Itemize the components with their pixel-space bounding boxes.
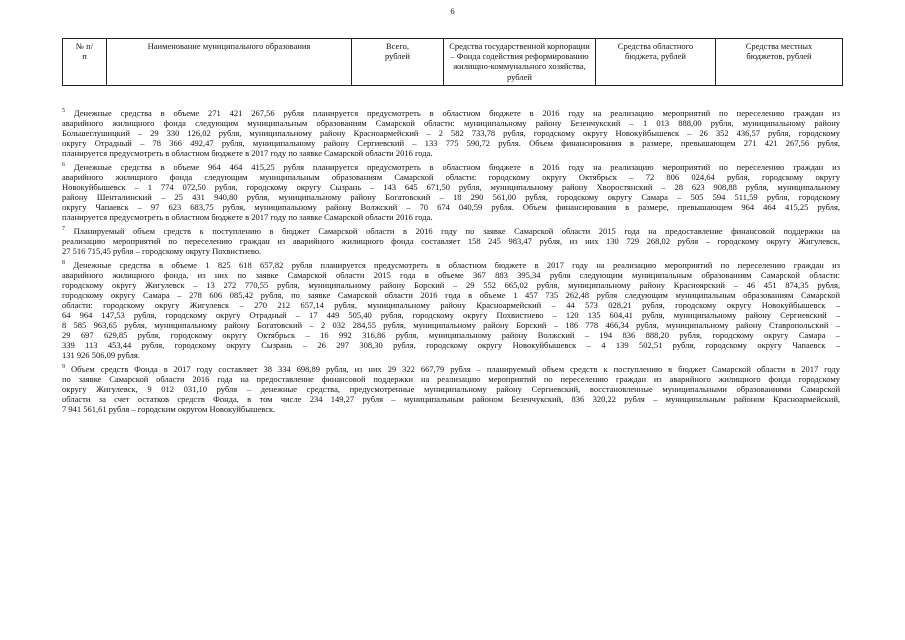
footnote-line bbox=[62, 290, 840, 300]
footnote-text: Денежные средства в объеме 271 421 267,56 рубля планируется предусмотреть в областном бюджете в 2016 году на реализацию мероприятий по переселению граждан из bbox=[73, 108, 840, 118]
footnote-line bbox=[62, 226, 840, 236]
footnote-line bbox=[62, 246, 840, 256]
footnote-text: 8 585 963,65 рубля, муниципальному району Богатовский – 2 032 284,55 рубля, муниципальному району Борский – 186 778 466,34 рубля, муниципальному району Ставропольский – bbox=[62, 320, 840, 330]
footnote-line bbox=[62, 404, 840, 414]
footnote-text: 7 941 561,61 рубля – городским округом Новокуйбышевск. bbox=[62, 404, 276, 414]
footnote-line bbox=[62, 212, 840, 222]
footnote-line bbox=[62, 148, 840, 158]
col-header-total: Всего, рублей bbox=[352, 39, 444, 86]
footnote-text: Объем средств Фонда в 2017 году составляет 38 334 698,89 рубля, из них 29 322 667,79 рубля – планируемый объем средств к поступлению в бюджет Самарской области в 2017 году bbox=[70, 364, 841, 374]
footnote-7 bbox=[62, 226, 840, 256]
footnote-line bbox=[62, 108, 840, 118]
footnote-text: планируется предусмотреть в областном бюджете в 2017 году по заявке Самарской области 2016 года. bbox=[62, 148, 433, 158]
page-number: 6 bbox=[450, 6, 455, 16]
footnote-text: округу Жигулевск, 9 012 031,10 рубля – денежные средства, предусмотренные муниципальному району Сергиевский, восстановленные муниципальными образованиями Самарской bbox=[62, 384, 840, 394]
col-header-fund: Средства государственной корпорации – Фонда содействия реформированию жилищно-коммунального хозяйства, рублей bbox=[444, 39, 596, 86]
footnote-text: Планируемый объем средств к поступлению в бюджет Самарской области в 2016 году по заявке Самарской области 2015 года на предоставление финансовой поддержки на bbox=[73, 226, 840, 236]
footnote-line bbox=[62, 202, 840, 212]
footnote-line bbox=[62, 162, 840, 172]
funding-table-header bbox=[62, 38, 843, 86]
footnotes bbox=[62, 108, 840, 418]
col-header-regional-budget: Средства областного бюджета, рублей bbox=[596, 39, 716, 86]
footnote-line bbox=[62, 118, 840, 128]
footnote-line bbox=[62, 260, 840, 270]
footnote-9 bbox=[62, 364, 840, 414]
footnote-line bbox=[62, 172, 840, 182]
footnote-mark: 5 bbox=[62, 108, 65, 115]
footnote-line bbox=[62, 182, 840, 192]
footnote-line bbox=[62, 384, 840, 394]
footnote-line bbox=[62, 280, 840, 290]
footnote-line bbox=[62, 320, 840, 330]
footnote-mark: 6 bbox=[62, 162, 65, 169]
table-header-row bbox=[63, 39, 843, 86]
footnote-text: реализацию мероприятий по переселению граждан из аварийного жилищного фонда составляет 158 245 983,47 рубля, из них 130 729 268,02 рубля – городскому округу Жигулевск, bbox=[62, 236, 840, 246]
footnote-line bbox=[62, 310, 840, 320]
footnote-mark: 9 bbox=[62, 364, 65, 371]
footnote-text: 131 926 506,09 рубля. bbox=[62, 350, 140, 360]
footnote-text: Денежные средства в объеме 1 825 618 657,82 рубля планируется предусмотреть в областном бюджете в 2017 году на реализацию мероприятий по переселению граждан из bbox=[73, 260, 840, 270]
footnote-mark: 7 bbox=[62, 226, 65, 233]
col-header-number: № п/п bbox=[63, 39, 107, 86]
footnote-line bbox=[62, 300, 840, 310]
footnote-line bbox=[62, 374, 840, 384]
footnote-text: округу Отрадный – 78 366 492,47 рубля, муниципальному району Сергиевский – 133 775 590,72 рубля. Объем финансирования в размере, превышающем 271 421 267,56 рубля, bbox=[62, 138, 840, 148]
footnote-text: по заявке Самарской области 2016 года на предоставление финансовой поддержки на реализацию мероприятий по переселению граждан из аварийного жилищного фонда городскому bbox=[62, 374, 840, 384]
footnote-line bbox=[62, 138, 840, 148]
footnote-line bbox=[62, 236, 840, 246]
footnote-text: Денежные средства в объеме 964 464 415,25 рубля планируется предусмотреть в областном бюджете в 2016 году на реализацию мероприятий по переселению граждан из bbox=[73, 162, 840, 172]
footnote-text: 64 964 147,53 рубля, городскому округу Отрадный – 17 449 505,40 рубля, городскому округу Похвистнево – 120 135 604,41 рубля, муниципальному району Сергиевский – bbox=[62, 310, 840, 320]
footnote-6 bbox=[62, 162, 840, 222]
footnote-text: планируется предусмотреть в областном бюджете в 2017 году по заявке Самарской области 2016 года. bbox=[62, 212, 433, 222]
footnote-text: городскому округу Самара – 278 606 085,42 рубля, по заявке Самарской области 2016 года в объеме 1 457 735 262,48 рубля следующим муниципальным образованиям Самарской bbox=[62, 290, 840, 300]
footnote-text: аварийного жилищного фонда следующим муниципальным образованиям Самарской области: муниципальному району Безенчукский – 1 013 888,00 рубля, муниципальному району bbox=[62, 118, 840, 128]
footnote-mark: 8 bbox=[62, 260, 65, 267]
footnote-text: 27 516 715,45 рубля – городскому округу Похвистнево. bbox=[62, 246, 262, 256]
footnote-text: аварийного жилищного фонда следующим муниципальным образованиям Самарской области: городскому округу Октябрьск – 72 806 024,64 рубля, городскому округу bbox=[62, 172, 840, 182]
footnote-text: 339 113 453,44 рубля, городскому округу Сызрань – 26 297 308,30 рубля, городскому округу Новокуйбышевск – 4 139 502,51 рубля, городскому округу Чапаевск – bbox=[62, 340, 840, 350]
footnote-line bbox=[62, 394, 840, 404]
footnote-text: аварийного жилищного фонда, из них по заявке Самарской области 2015 года в объеме 367 883 395,34 рубля следующим муниципальным образованиям Самарской области: bbox=[62, 270, 840, 280]
footnote-line bbox=[62, 350, 840, 360]
footnote-text: области: городскому округу Жигулевск – 270 212 657,14 рубля, муниципальному району Красноармейский – 44 573 028,21 рубля, городскому округу Новокуйбышевск – bbox=[62, 300, 840, 310]
footnote-text: городскому округу Жигулевск – 13 272 770,55 рубля, муниципальному району Борский – 29 552 665,02 рубля, муниципальному району Красноярский – 46 451 874,35 рубля, bbox=[62, 280, 840, 290]
footnote-text: Большеглушицкий – 29 330 126,02 рубля, муниципальному району Красноармейский – 2 582 733,78 рубля, городскому округу Новокуйбышевск – 26 352 436,57 рубля, городскому bbox=[62, 128, 840, 138]
footnote-line bbox=[62, 192, 840, 202]
footnote-text: Новокуйбышевск – 1 774 072,50 рубля, городскому округу Сызрань – 143 645 671,50 рубля, муниципальному району Хворостянский – 28 623 908,88 рубля, муниципальному bbox=[62, 182, 840, 192]
col-header-local-budgets: Средства местных бюджетов, рублей bbox=[716, 39, 843, 86]
footnote-line bbox=[62, 340, 840, 350]
footnote-text: округу Чапаевск – 97 623 683,75 рубля, муниципальному району Волжский – 70 674 040,59 рубля. Объем финансирования в размере, превышающем 964 464 415,25 рубля, bbox=[62, 202, 840, 212]
footnote-text: району Шенталинский – 25 431 940,80 рубля, муниципальному району Богатовский – 18 290 561,00 рубля, городскому округу Самара – 505 594 511,59 рубля, городскому bbox=[62, 192, 840, 202]
footnote-line bbox=[62, 128, 840, 138]
col-header-municipality: Наименование муниципального образования bbox=[107, 39, 352, 86]
footnote-5 bbox=[62, 108, 840, 158]
footnote-text: области за счет остатков средств Фонда, в том числе 234 149,27 рубля – муниципальным районом Безенчукский, 836 320,22 рубля – муниципальным районом Красноармейский, bbox=[62, 394, 840, 404]
footnote-8 bbox=[62, 260, 840, 360]
footnote-line bbox=[62, 364, 840, 374]
footnote-line bbox=[62, 330, 840, 340]
footnote-text: 29 697 629,85 рубля, городскому округу Октябрьск – 16 992 316,86 рубля, муниципальному району Волжский – 194 836 888,20 рубля, городскому округу Самара – bbox=[62, 330, 840, 340]
footnote-line bbox=[62, 270, 840, 280]
